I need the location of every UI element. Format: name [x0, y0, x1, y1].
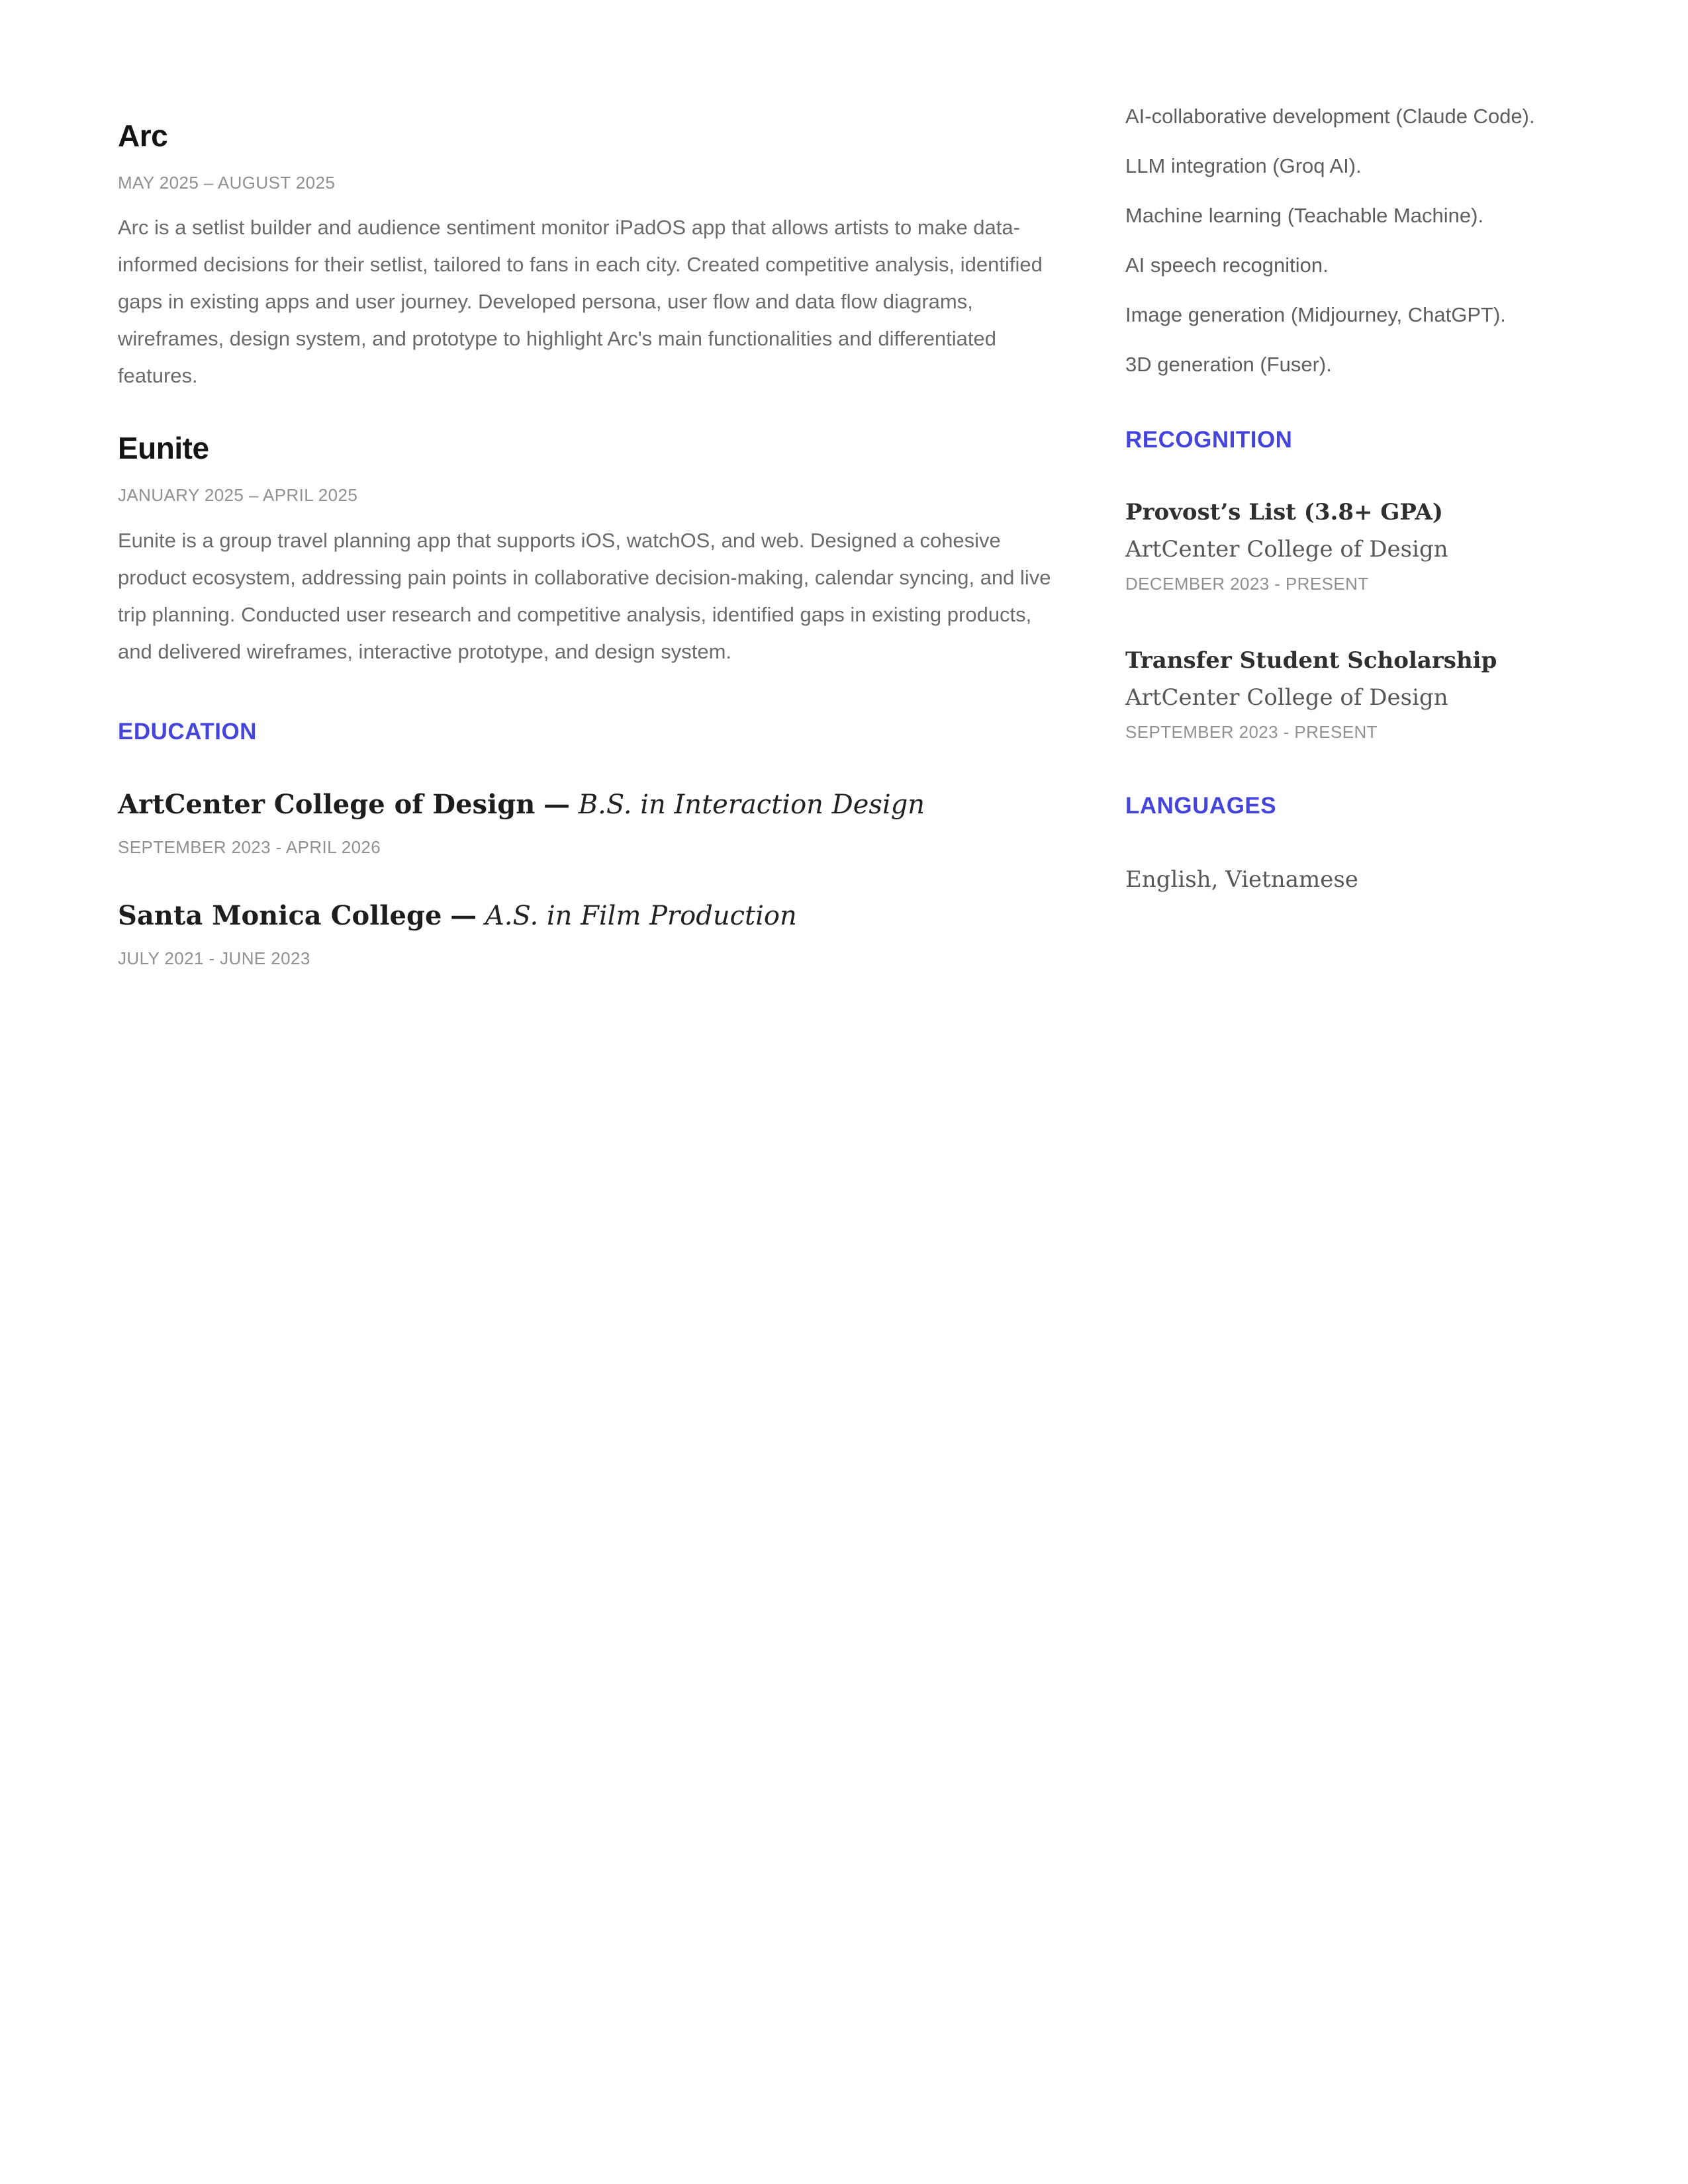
award-dates: DECEMBER 2023 - PRESENT — [1125, 573, 1369, 594]
project-title: Eunite — [118, 431, 209, 466]
recognition-heading: RECOGNITION — [1125, 427, 1293, 453]
em-dash-separator: — — [543, 789, 571, 821]
skill-item: LLM integration (Groq AI). — [1125, 154, 1362, 177]
school-degree: B.S. in Interaction Design — [578, 790, 925, 821]
education-entry-santa-monica — [118, 899, 1059, 970]
project-arc — [118, 118, 1059, 394]
award-dates: SEPTEMBER 2023 - PRESENT — [1125, 722, 1378, 743]
award-transfer-scholarship — [1125, 642, 1570, 745]
school-dates: JULY 2021 - JUNE 2023 — [118, 948, 310, 969]
skills-list — [1125, 96, 1570, 385]
project-dates: JANUARY 2025 – APRIL 2025 — [118, 485, 358, 506]
languages-heading: LANGUAGES — [1125, 792, 1277, 819]
school-title-line — [118, 788, 1059, 822]
school-title-line — [118, 899, 1059, 933]
recognition-section — [1125, 425, 1570, 745]
project-title: Arc — [118, 118, 168, 153]
award-organization: ArtCenter College of Design — [1125, 535, 1448, 563]
skill-item: AI-collaborative development (Claude Code). — [1125, 105, 1535, 128]
project-dates: MAY 2025 – AUGUST 2025 — [118, 172, 336, 193]
skill-item: Machine learning (Teachable Machine). — [1125, 204, 1484, 227]
right-column — [1125, 96, 1570, 2184]
left-column — [118, 96, 1059, 2184]
skill-item: 3D generation (Fuser). — [1125, 353, 1332, 376]
education-heading: EDUCATION — [118, 718, 257, 745]
skill-item: Image generation (Midjourney, ChatGPT). — [1125, 303, 1506, 326]
languages-value: English, Vietnamese — [1125, 866, 1358, 893]
project-description: Eunite is a group travel planning app that supports iOS, watchOS, and web. Designed a cohesive product ecosystem, addressing pain points in collaborative decision-making, calendar syncing, and live trip planning. Conducted user research and competitive analysis, identified gaps in existing products, and delivered wireframes, interactive prototype, and design system. — [118, 528, 1051, 663]
school-dates: SEPTEMBER 2023 - APRIL 2026 — [118, 837, 381, 858]
skill-item: AI speech recognition. — [1125, 253, 1329, 277]
school-name: Santa Monica College — [118, 900, 442, 932]
education-entry-artcenter — [118, 788, 1059, 859]
languages-section — [1125, 791, 1570, 897]
award-title: Transfer Student Scholarship — [1125, 647, 1497, 674]
award-provosts-list — [1125, 494, 1570, 596]
project-eunite — [118, 431, 1059, 670]
em-dash-separator: — — [450, 900, 477, 932]
school-name: ArtCenter College of Design — [118, 789, 536, 821]
project-description: Arc is a setlist builder and audience sentiment monitor iPadOS app that allows artists to make data-informed decisions for their setlist, tailored to fans in each city. Created competitive analysis, identified gaps in existing apps and user journey. Developed persona, user flow and data flow diagrams, wireframes, design system, and prototype to highlight Arc's main functionalities and differentiated features. — [118, 216, 1043, 388]
education-section — [118, 717, 1059, 971]
award-organization: ArtCenter College of Design — [1125, 684, 1448, 711]
school-degree: A.S. in Film Production — [485, 901, 797, 932]
award-title: Provost’s List (3.8+ GPA) — [1125, 498, 1443, 525]
